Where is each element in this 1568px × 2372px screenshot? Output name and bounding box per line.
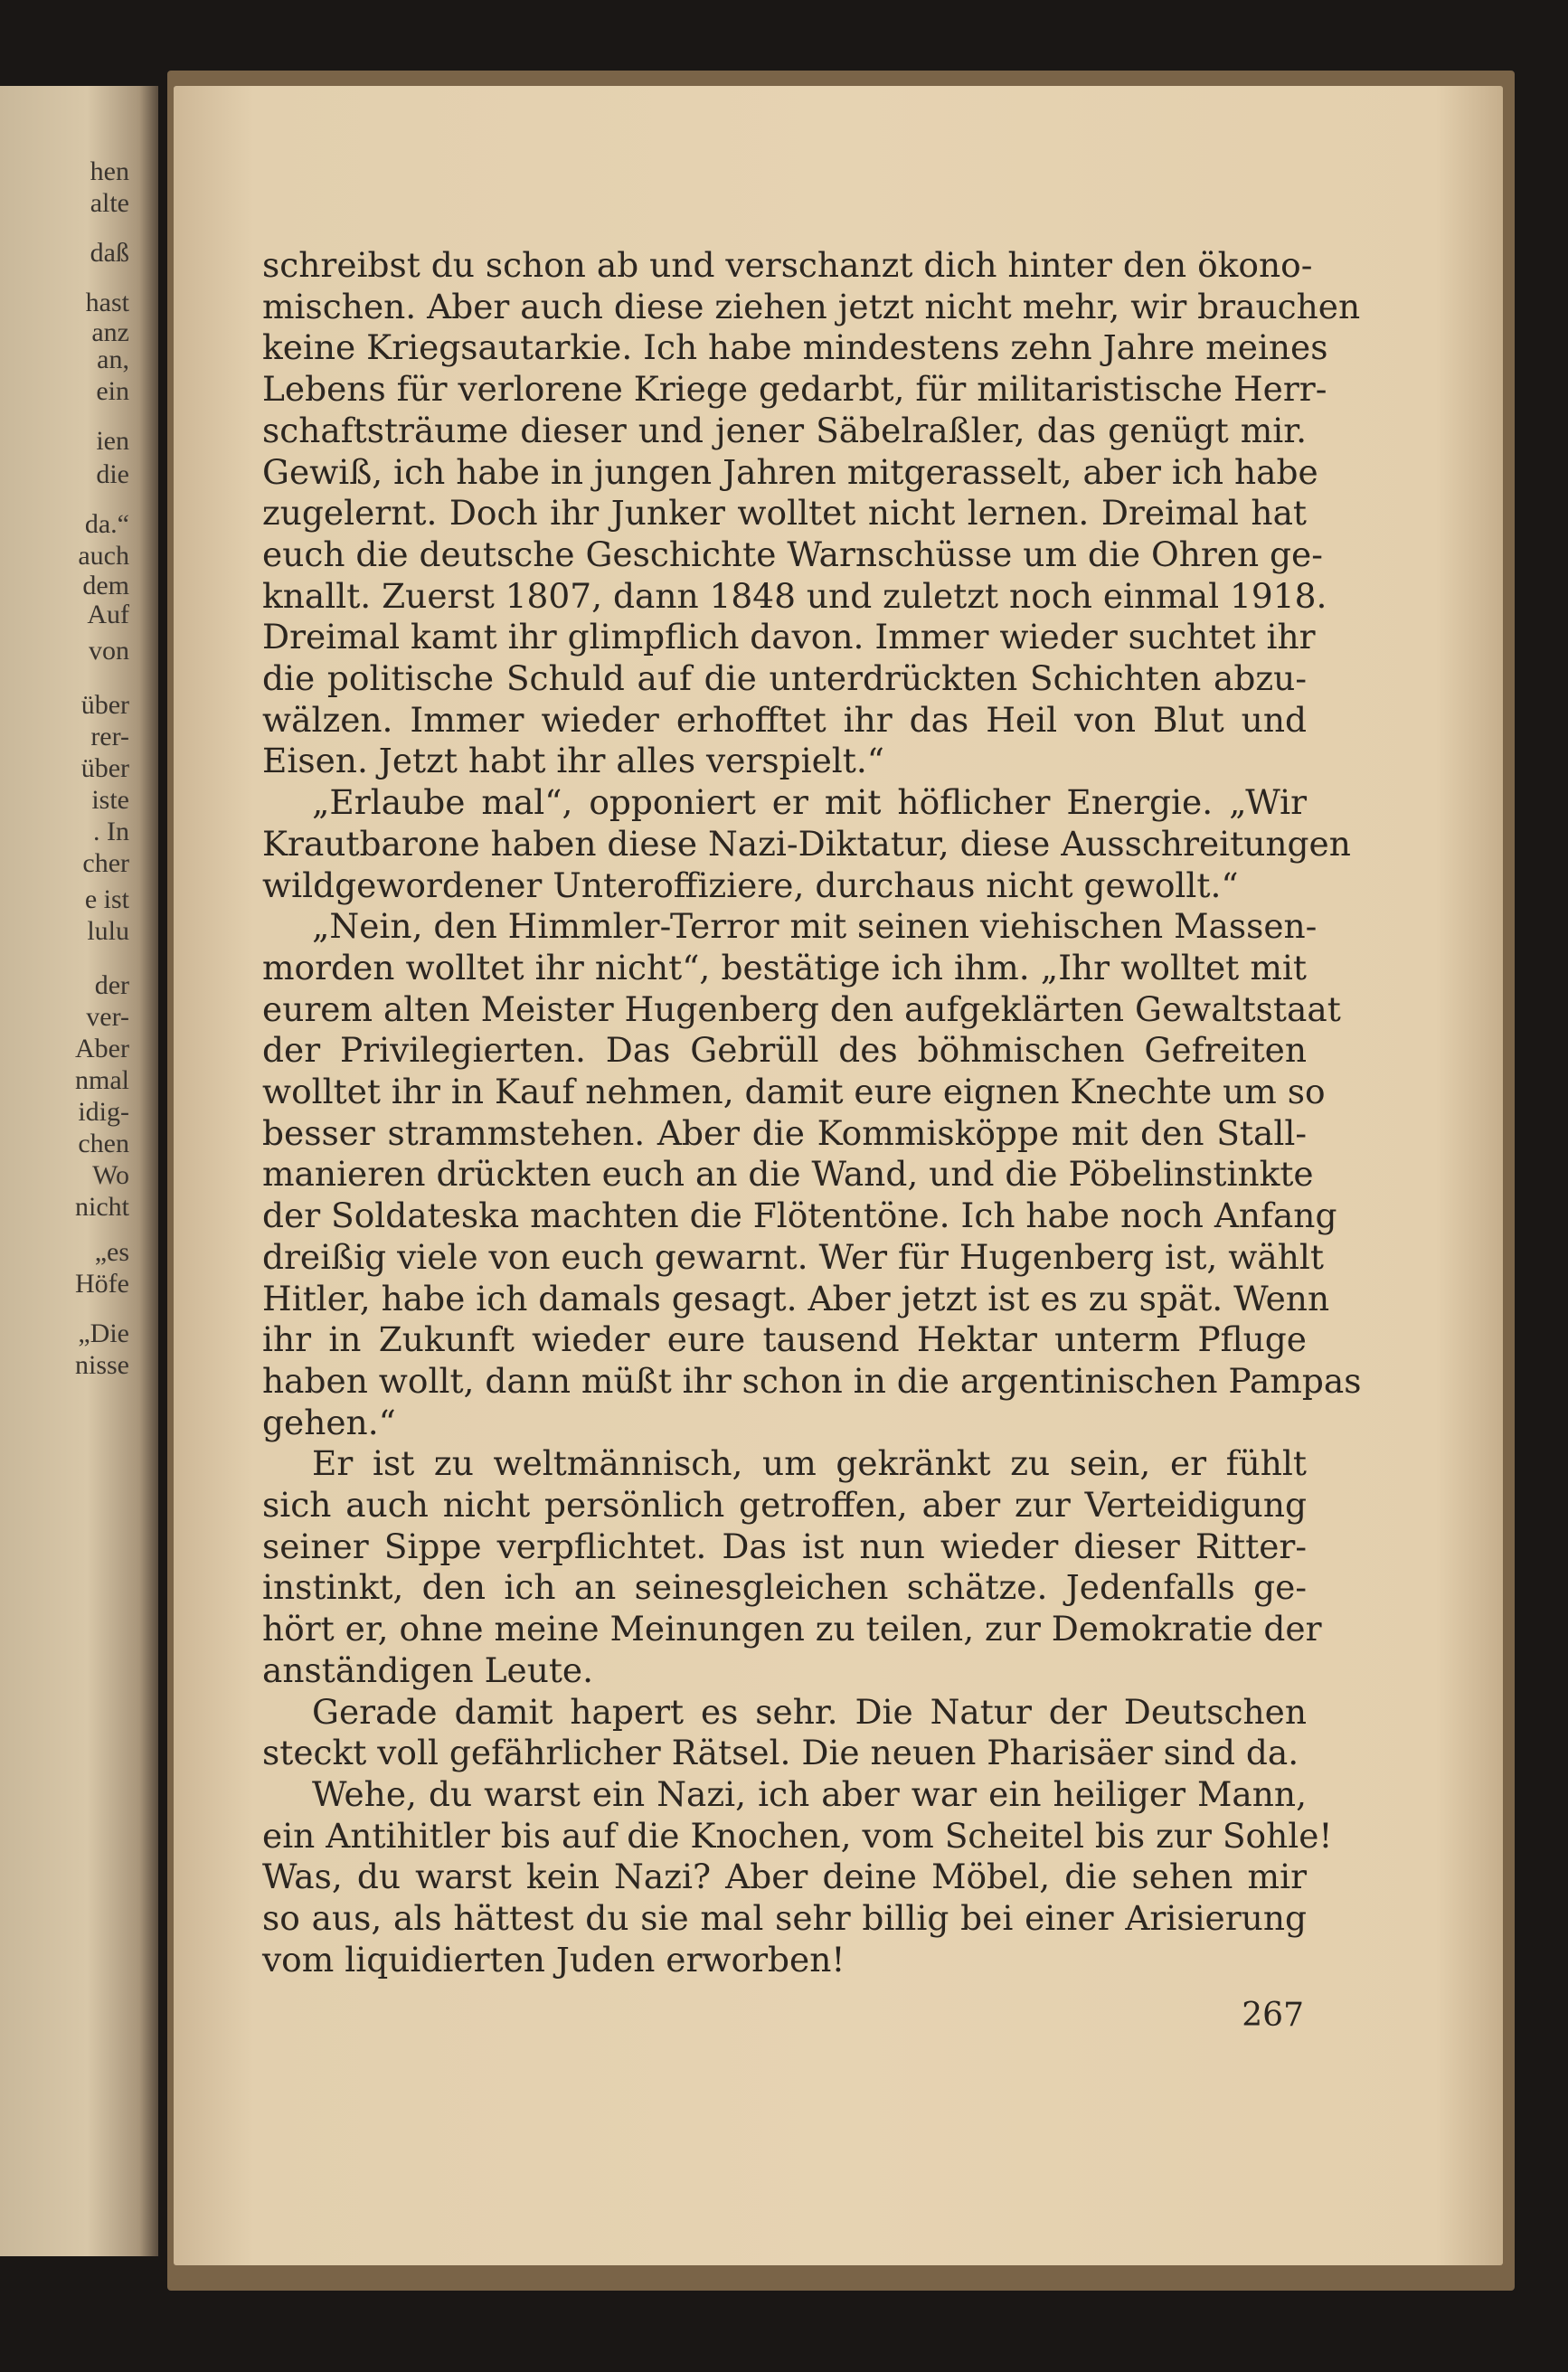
text-line: Krautbarone haben diese Nazi-Diktatur, diese Ausschreitungen — [262, 823, 1351, 864]
left-page-fragment: Auf — [87, 600, 129, 629]
left-page-fragment: auch — [78, 541, 129, 571]
text-line: der Privilegierten. Das Gebrüll des böhmischen Gefreiten — [262, 1030, 1307, 1071]
text-line: keine Kriegsautarkie. Ich habe mindestens zehn Jahre meines — [262, 327, 1328, 368]
left-page-fragment: an, — [97, 345, 129, 374]
text-line: haben wollt, dann müßt ihr schon in die argentinischen Pampas — [262, 1360, 1362, 1401]
text-line: schaftsträume dieser und jener Säbelraßler, das genügt mir. — [262, 410, 1307, 450]
text-line: dreißig viele von euch gewarnt. Wer für Hugenberg ist, wählt — [262, 1236, 1324, 1277]
text-line: anständigen Leute. — [262, 1649, 594, 1690]
left-page-fragment: nmal — [75, 1065, 129, 1095]
left-page-fragment: ein — [96, 376, 129, 406]
text-line: seiner Sippe verpflichtet. Das ist nun wieder dieser Ritter- — [262, 1526, 1307, 1566]
text-line: Lebens für verlorene Kriege gedarbt, für militaristische Herr- — [262, 369, 1327, 410]
text-line: „Erlaube mal“, opponiert er mit höflicher Energie. „Wir — [312, 782, 1307, 823]
left-page-fragment: Wo — [92, 1160, 129, 1190]
left-page-fragment: rer- — [90, 722, 129, 751]
text-line: vom liquidierten Juden erworben! — [262, 1939, 845, 1980]
left-page-fragment: anz — [91, 317, 129, 347]
left-page-fragment: e ist — [84, 884, 129, 914]
text-line: euch die deutsche Geschichte Warnschüsse um die Ohren ge- — [262, 534, 1323, 574]
text-line: besser strammstehen. Aber die Kommisköppe mit den Stall- — [262, 1112, 1307, 1153]
text-line: knallt. Zuerst 1807, dann 1848 und zuletzt noch einmal 1918. — [262, 575, 1327, 616]
left-page-fragment: alte — [90, 188, 129, 218]
text-line: Eisen. Jetzt habt ihr alles verspielt.“ — [262, 741, 884, 781]
text-line: Was, du warst kein Nazi? Aber deine Möbel, die sehen mir — [262, 1857, 1307, 1897]
text-line: der Soldateska machten die Flötentöne. Ich habe noch Anfang — [262, 1195, 1337, 1236]
left-page-fragment: da.“ — [84, 509, 129, 539]
left-page-fragment: der — [94, 970, 129, 1000]
text-line: so aus, als hättest du sie mal sehr billig bei einer Arisierung — [262, 1898, 1307, 1938]
left-page-fragment: daß — [90, 238, 129, 268]
left-page-fragment: . In — [93, 817, 129, 846]
text-line: wälzen. Immer wieder erhofftet ihr das Heil von Blut und — [262, 699, 1307, 740]
text-line: „Nein, den Himmler-Terror mit seinen viehischen Massen- — [312, 906, 1318, 947]
left-page-fragment: die — [96, 459, 129, 489]
text-line: zugelernt. Doch ihr Junker wolltet nicht lernen. Dreimal hat — [262, 493, 1307, 534]
text-line: hört er, ohne meine Meinungen zu teilen, zur Demokratie der — [262, 1609, 1322, 1649]
text-line: gehen.“ — [262, 1402, 396, 1442]
left-page-fragment: über — [80, 753, 129, 783]
text-line: wildgewordener Unteroffiziere, durchaus nicht gewollt.“ — [262, 865, 1239, 905]
left-page-fragment: „Die — [78, 1318, 129, 1348]
text-line: Gewiß, ich habe in jungen Jahren mitgerasselt, aber ich habe — [262, 451, 1318, 492]
left-page-fragment: idig- — [78, 1097, 129, 1127]
left-page-fragment: von — [89, 636, 129, 666]
left-page-fragment: über — [80, 690, 129, 720]
left-page-fragment: chen — [78, 1129, 129, 1158]
text-line: schreibst du schon ab und verschanzt dich hinter den ökono- — [262, 245, 1313, 285]
left-page-fragment: hen — [90, 156, 129, 186]
left-page-edge — [0, 86, 158, 2256]
text-line: instinkt, den ich an seinesgleichen schätze. Jedenfalls ge- — [262, 1567, 1307, 1608]
text-line: Wehe, du warst ein Nazi, ich aber war ein heiliger Mann, — [312, 1773, 1307, 1814]
left-page-fragment: ver- — [86, 1002, 129, 1032]
left-page-fragment: cher — [82, 848, 129, 878]
text-line: ihr in Zukunft wieder eure tausend Hektar unterm Pfluge — [262, 1319, 1307, 1360]
left-page-fragment: iste — [91, 785, 129, 815]
left-page-fragment: Höfe — [75, 1269, 129, 1299]
text-line: Hitler, habe ich damals gesagt. Aber jetzt ist es zu spät. Wenn — [262, 1278, 1330, 1318]
text-line: Er ist zu weltmännisch, um gekränkt zu sein, er fühlt — [312, 1443, 1307, 1484]
text-line: sich auch nicht persönlich getroffen, aber zur Verteidigung — [262, 1485, 1307, 1525]
text-line: mischen. Aber auch diese ziehen jetzt nicht mehr, wir brauchen — [262, 286, 1361, 326]
text-line: die politische Schuld auf die unterdrückten Schichten abzu- — [262, 658, 1307, 698]
left-page-fragment: nisse — [75, 1350, 129, 1380]
text-line: Gerade damit hapert es sehr. Die Natur der Deutschen — [312, 1691, 1307, 1732]
left-page-fragment: dem — [82, 571, 129, 600]
text-line: wolltet ihr in Kauf nehmen, damit eure eignen Knechte um so — [262, 1072, 1326, 1111]
left-page-fragment: „es — [94, 1237, 129, 1267]
left-page-fragment: lulu — [87, 916, 129, 946]
text-line: Dreimal kamt ihr glimpflich davon. Immer wieder suchtet ihr — [262, 617, 1316, 657]
text-line: steckt voll gefährlicher Rätsel. Die neuen Pharisäer sind da. — [262, 1733, 1299, 1773]
page-number: 267 — [1242, 1997, 1304, 2034]
text-line: morden wolltet ihr nicht“, bestätige ich ihm. „Ihr wolltet mit — [262, 947, 1307, 988]
left-page-fragment: ien — [96, 426, 129, 456]
text-line: ein Antihitler bis auf die Knochen, vom Scheitel bis zur Sohle! — [262, 1815, 1333, 1856]
text-line: eurem alten Meister Hugenberg den aufgeklärten Gewaltstaat — [262, 988, 1341, 1029]
left-page-fragment: Aber — [75, 1034, 129, 1063]
text-line: manieren drückten euch an die Wand, und die Pöbelinstinkte — [262, 1154, 1314, 1195]
left-page-fragment: hast — [85, 288, 129, 317]
left-page-fragment: nicht — [75, 1192, 129, 1222]
